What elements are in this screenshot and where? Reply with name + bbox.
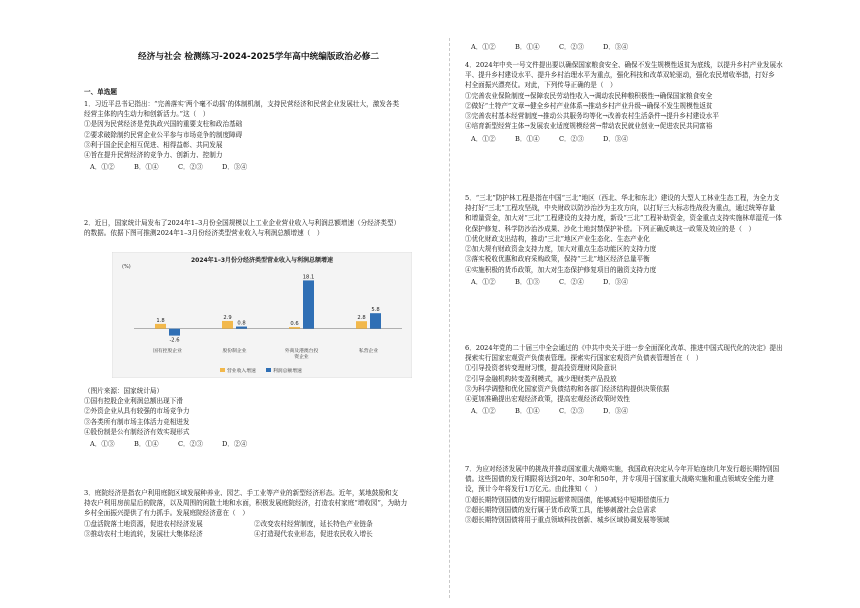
bar-revenue [356,321,367,328]
q1-stem-line: 1．习近平总书记指出：“完善落实‘两个毫不动摇’的体制机制，支持民营经济和民营企业发展壮大，激发各类 [84,100,400,108]
q6-choice-d[interactable]: D．③④ [603,407,629,416]
q5-option: ③落实税收优惠和政府采购政策，保持“三北”地区经济总量平衡 [465,255,650,264]
q3-stem-line: 持农户利用房前屋后的院落，以及周围的闲散土地和水面，积极发展庭院经济，打造农村家庭“增收园”，为助力 [84,499,408,508]
q5-choice-a[interactable]: A．①② [471,277,496,286]
q3-option: ③推动农村土地流转，发展壮大集体经济 [84,529,203,538]
q5-choice-b[interactable]: B．①③ [515,277,540,286]
q1-option: ③利于国企民企相互促进、相得益彰、共同发展 [84,140,223,149]
q4-stem-line: 4．2024年中央一号文件提出要以确保国家粮食安全、确保不发生规模性返贫为底线，以提升乡村产业发展水 [465,61,783,69]
q2-choices [84,439,433,449]
bar-revenue [289,327,300,329]
q4-choice-a[interactable]: A．①② [471,134,496,143]
bar-revenue [222,321,233,329]
category-tick-label: 股份制企业 [222,349,247,354]
q2-choice-a[interactable]: A．①③ [90,440,115,449]
q1-option: ④旨在提升民营经济的竞争力、创新力、控制力 [84,151,223,160]
q5-stem-line: 5．“三北”防护林工程是指在中国“三北”地区（西北、华北和东北）建设的大型人工林业生态工程，为全力支 [465,194,780,202]
q1-option: ①是因为民营经济是党执政兴国的重要支柱和政治基础 [84,120,243,129]
bar-value-label: 18.1 [302,274,315,281]
bar-profit [370,313,381,328]
q5-choice-d[interactable]: D．③④ [603,277,629,286]
q4-option: ③完善农村基本经营制度→推动公共服务均等化→改善农村生活条件→提升乡村建设水平 [465,112,719,121]
question-2 [84,218,433,238]
question-3 [84,488,433,539]
q2-choice-b[interactable]: B．①④ [134,440,159,449]
q1-choice-c[interactable]: C．②③ [178,163,203,172]
q2-option: ④股份制是公有制经济有效实现形式 [84,427,190,436]
q6-option: ②引导金融机构转变盈利模式，减少理财类产品投放 [465,374,617,383]
q3-choice-c[interactable]: C．②③ [559,43,584,51]
category-tick-label: 私营企业 [358,349,379,354]
question-6 [465,343,803,417]
question-4 [465,60,803,144]
bar-value-label: -2.6 [169,337,180,344]
q1-choice-d[interactable]: D．③④ [222,163,248,172]
q4-choices [465,134,803,144]
q6-choice-c[interactable]: C．②③ [559,407,584,416]
section-heading: 一、单选题 [84,88,117,96]
q2-choice-c[interactable]: C．②③ [178,440,203,449]
q4-stem-line: 平、提升乡村建设水平、提升乡村治理水平为重点，强化科技和改革双轮驱动，强化农民增收举措，打好乡 [465,71,775,80]
q4-choice-d[interactable]: D．③④ [603,134,629,143]
q3-option: ④打造现代农业形态，促进农民收入增长 [254,529,373,538]
q2-source: （图片来源：国家统计局） [84,387,164,395]
q2-stem-line: 的数据。依据下图可推测2024年1–3月份经济类型营业收入与利润总额增速（ ） [84,229,324,238]
bar-value-label: 0.8 [237,320,246,327]
q6-option: ④更加准确提出宏观经济政策，提高宏观经济政策时效性 [465,395,630,404]
q2-option: ①国有控股企业利润总额出现下滑 [84,397,183,406]
q1-choices [84,162,433,172]
q7-option: ②超长期特别国债的发行属于货币政策工具，能够刺激社会总需求 [465,505,657,514]
q4-stem-line: 村全面振兴漂亮仗。对此，下列传导正确的是（ ） [465,81,617,90]
q2-stem-line: 2．近日，国家统计局发布了2024年1–3月份全国规模以上工业企业营业收入与利润总额增速（分经济类型） [84,219,401,227]
q6-choice-a[interactable]: A．①② [471,407,496,416]
q7-stem-line: 设，预计今年将发行1万亿元。由此推知（ ） [465,485,602,494]
bar-value-label: 2.9 [223,314,232,321]
q4-choice-b[interactable]: B．①④ [515,134,540,143]
q5-option: ①优化财政支出结构，推动“三北”地区产业生态化、生态产业化 [465,234,650,243]
q3-choice-b[interactable]: B．①④ [515,43,540,51]
q5-option: ②加大规有财政资金支持力度，加大对重点生态功能区的支持力度 [465,245,657,254]
q1-option: ②要求破除制约民营企业公平参与市场竞争的制度障碍 [84,130,243,139]
bar-value-label: 1.8 [156,317,165,324]
q4-option: ②做好“土特产”文章→健全乡村产业体系→推动乡村产业升级→确保不发生规模性返贫 [465,101,713,110]
q7-option: ①超长期特别国债的发行期限远超常规国债，能够减轻中短期偿债压力 [465,495,670,504]
q4-option: ①完善农业保险制度→保障农民劳动性收入→调动农民种粮积极性→确保国家粮食安全 [465,91,713,100]
bar-revenue [155,324,166,329]
q2-choice-d[interactable]: D．②④ [222,440,248,449]
bar-value-label: 5.8 [371,307,380,314]
category-tick-label: 外商及港澳台投 [284,349,319,354]
page-title: 经济与社会 检测练习-2024-2025学年高中统编版政治必修二 [137,52,380,62]
q3-option: ②改变农村经营制度，延长特色产业链条 [254,519,373,528]
question-7 [465,464,803,525]
q5-stem-line: 和增量资金，加大对“三北”工程建设的支持力度，新设“三北”工程补助资金，资金重点支持实施林草湿荒一体 [465,214,782,223]
q4-option: ④培育新型经营主体→发展农业适度规模经营→带动农民就业创业→促进农民共同富裕 [465,122,713,131]
growth-bar-chart [112,252,412,378]
q6-option: ①引导投资者转变理财习惯，提高投资理财风险意识 [465,364,617,373]
q5-stem-line: 持打好“三北”工程攻坚战，中央财政以防沙治沙为主攻方向，以打好三大标志性战役为重点，通过统筹存量 [465,204,776,213]
y-axis-label: (%) [122,264,131,270]
legend-label: 营业收入增速 [227,369,256,374]
q2-option: ②外资企业从具有较强的市场竞争力 [84,407,190,416]
question-5 [465,193,803,287]
bar-profit [236,327,247,329]
q6-option: ③为科学调整和优化国家资产负债结构和各部门经济结构提供决策依据 [465,384,670,393]
q2-option: ③各类所有制市场主体活力竞相迸发 [84,417,190,426]
q6-choice-b[interactable]: B．①④ [515,407,540,416]
q3-choices [465,42,803,52]
question-3-choices [465,42,803,52]
q3-options-row [84,519,433,529]
q7-stem-line: 债。这些国债的发行期限将达到20年、30年和50年，并专项用于国家重大战略实施和重点领域安全能力建 [465,475,774,484]
q7-stem-line: 7．为应对经济发展中的挑战并推动国家重大战略实施，我国政府决定从今年开始连续几年发行超长期特别国 [465,465,780,473]
category-tick-label: 资企业 [294,355,309,360]
legend-swatch [220,368,225,372]
q6-choices [465,406,803,416]
q1-choice-a[interactable]: A．①② [90,163,115,172]
question-2-options [84,386,433,449]
chart-background [112,252,412,378]
q3-options-row [84,529,433,539]
q3-stem-line: 3．庭院经济是指农户利用庭院区域发展种养业、园艺、手工业等产业的新型经济形态。近年，某地鼓励和支 [84,489,399,497]
q3-choice-a[interactable]: A．①② [471,43,496,51]
q5-choices [465,277,803,287]
bar-profit [303,280,314,328]
q3-choice-d[interactable]: D．③④ [603,43,629,51]
q5-stem-line: 化保护修复、科学防沙治沙成果、沙化土地封禁保护补偿。下列正确反映这一政策及效应的是（ ） [465,224,756,233]
q3-option: ①盘活院落土地资源，促进农村经济发展 [84,519,203,528]
bar-value-label: 2.8 [357,315,366,322]
q7-option: ③超长期特别国债将用于重点领域科技创新、城乡区域协调发展等领域 [465,516,670,525]
legend-swatch [266,368,271,372]
chart-title: 2024年1–3月份分经济类型营业收入与利润总额增速 [190,257,334,264]
q4-choice-c[interactable]: C．②③ [559,134,584,143]
q5-option: ④实施积极的货币政策，加大对生态保护修复项目的融资支持力度 [465,265,657,274]
category-tick-label: 国有控股企业 [153,349,182,354]
q5-choice-c[interactable]: C．②④ [559,277,584,286]
bar-value-label: 0.6 [290,321,299,328]
q6-stem-line: 6．2024年党的二十届三中全会通过的《中共中央关于进一步全面深化改革、推进中国式现代化的决定》提出 [465,344,783,352]
q6-stem-line: 探索实行国家宏观资产负债表管理。探索实行国家宏观资产负债表管理旨在（ ） [465,354,703,363]
legend-label: 利润总额增速 [273,369,302,374]
q3-stem-line: 乡村全面振兴提供了有力抓手。发展庭院经济意在（ ） [84,509,249,518]
q1-choice-b[interactable]: B．①④ [134,163,159,172]
bar-profit [169,329,180,336]
column-divider [449,38,450,598]
question-1 [84,99,433,173]
q1-stem-line: 经营主体的内生动力和创新活力。”这（ ） [84,110,210,119]
